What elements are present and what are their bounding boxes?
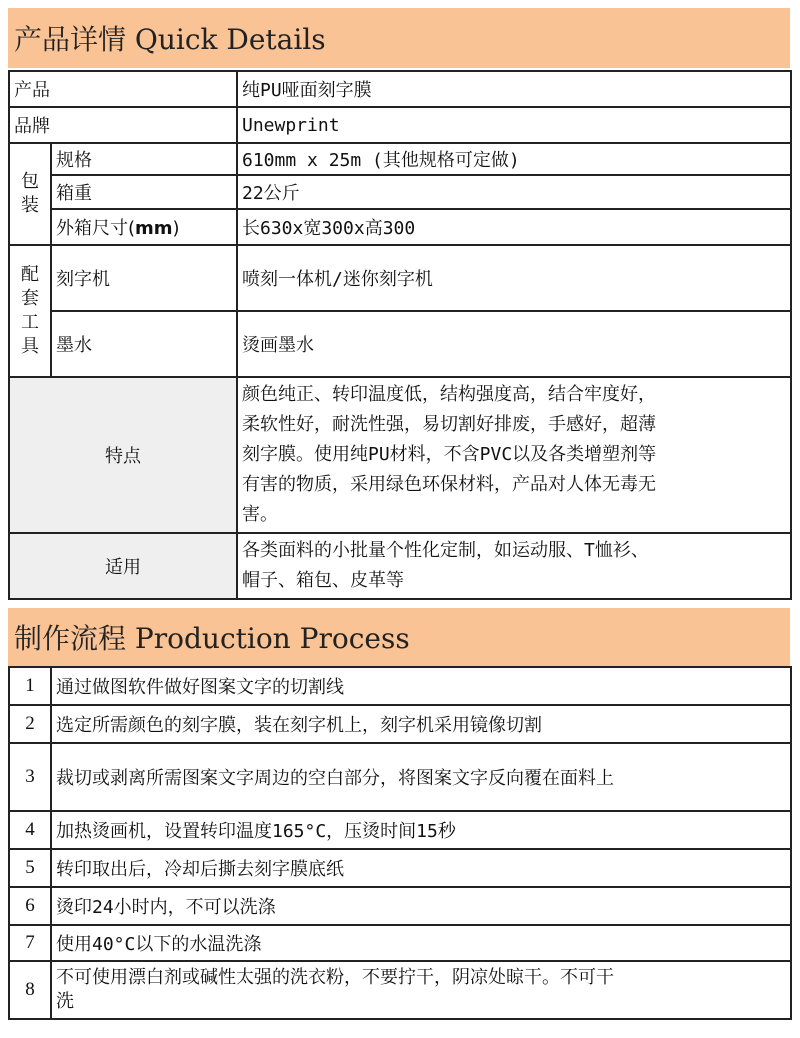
process-step-row xyxy=(9,705,791,743)
process-step-row xyxy=(9,925,791,961)
usage-row xyxy=(9,533,791,599)
step-number: 4 xyxy=(9,811,51,849)
process-step-row xyxy=(9,961,791,1019)
size-value: 长630x宽300x高300 xyxy=(237,209,791,245)
usage-value: 各类面料的小批量个性化定制，如运动服、T恤衫、 帽子、箱包、皮革等 xyxy=(237,533,791,599)
process-step-row xyxy=(9,887,791,925)
step-number: 5 xyxy=(9,849,51,887)
production-process-title: 制作流程 Production Process xyxy=(14,622,410,655)
machine-value: 喷刻一体机/迷你刻字机 xyxy=(237,245,791,311)
step-text: 选定所需颜色的刻字膜，装在刻字机上，刻字机采用镜像切割 xyxy=(51,705,791,743)
ink-row xyxy=(9,311,791,377)
product-label: 产品 xyxy=(9,71,237,107)
step-number: 8 xyxy=(9,961,51,1019)
quick-details-table xyxy=(8,70,792,600)
step-number: 6 xyxy=(9,887,51,925)
quick-details-header xyxy=(8,8,790,68)
tools-group-label: 配 套 工 具 xyxy=(9,245,51,377)
product-value: 纯PU哑面刻字膜 xyxy=(237,71,791,107)
step-number: 7 xyxy=(9,925,51,961)
step-number: 1 xyxy=(9,667,51,705)
features-label: 特点 xyxy=(9,377,237,533)
step-text: 使用40°C以下的水温洗涤 xyxy=(51,925,791,961)
machine-label: 刻字机 xyxy=(51,245,237,311)
features-value: 颜色纯正、转印温度低，结构强度高，结合牢度好， 柔软性好，耐洗性强，易切割好排废，手感好，超薄 刻字膜。使用纯PU材料，不含PVC以及各类增塑剂等 有害的物质，采用绿色环保材料，产品对人体无毒无 害。 xyxy=(237,377,791,533)
step-number: 3 xyxy=(9,743,51,811)
spec-value: 610mm x 25m (其他规格可定做) xyxy=(237,143,791,175)
process-step-row xyxy=(9,667,791,705)
product-row xyxy=(9,71,791,107)
weight-label: 箱重 xyxy=(51,175,237,209)
ink-label: 墨水 xyxy=(51,311,237,377)
brand-row xyxy=(9,107,791,143)
step-text: 转印取出后，冷却后撕去刻字膜底纸 xyxy=(51,849,791,887)
machine-row xyxy=(9,245,791,311)
size-label: 外箱尺寸(mm) xyxy=(51,209,237,245)
weight-value: 22公斤 xyxy=(237,175,791,209)
step-text: 通过做图软件做好图案文字的切割线 xyxy=(51,667,791,705)
features-row xyxy=(9,377,791,533)
weight-row xyxy=(9,175,791,209)
usage-label: 适用 xyxy=(9,533,237,599)
production-process-header xyxy=(8,608,790,666)
step-text: 裁切或剥离所需图案文字周边的空白部分，将图案文字反向覆在面料上 xyxy=(51,743,791,811)
production-process-table xyxy=(8,666,792,1020)
spec-label: 规格 xyxy=(51,143,237,175)
ink-value: 烫画墨水 xyxy=(237,311,791,377)
step-text: 不可使用漂白剂或碱性太强的洗衣粉，不要拧干，阴凉处晾干。不可干 洗 xyxy=(51,961,791,1019)
process-step-row xyxy=(9,849,791,887)
size-row xyxy=(9,209,791,245)
packing-group-label: 包 装 xyxy=(9,143,51,245)
process-step-row xyxy=(9,811,791,849)
step-number: 2 xyxy=(9,705,51,743)
brand-label: 品牌 xyxy=(9,107,237,143)
quick-details-title: 产品详情 Quick Details xyxy=(14,23,326,56)
spec-row xyxy=(9,143,791,175)
brand-value: Unewprint xyxy=(237,107,791,143)
process-step-row xyxy=(9,743,791,811)
step-text: 加热烫画机，设置转印温度165°C，压烫时间15秒 xyxy=(51,811,791,849)
step-text: 烫印24小时内，不可以洗涤 xyxy=(51,887,791,925)
